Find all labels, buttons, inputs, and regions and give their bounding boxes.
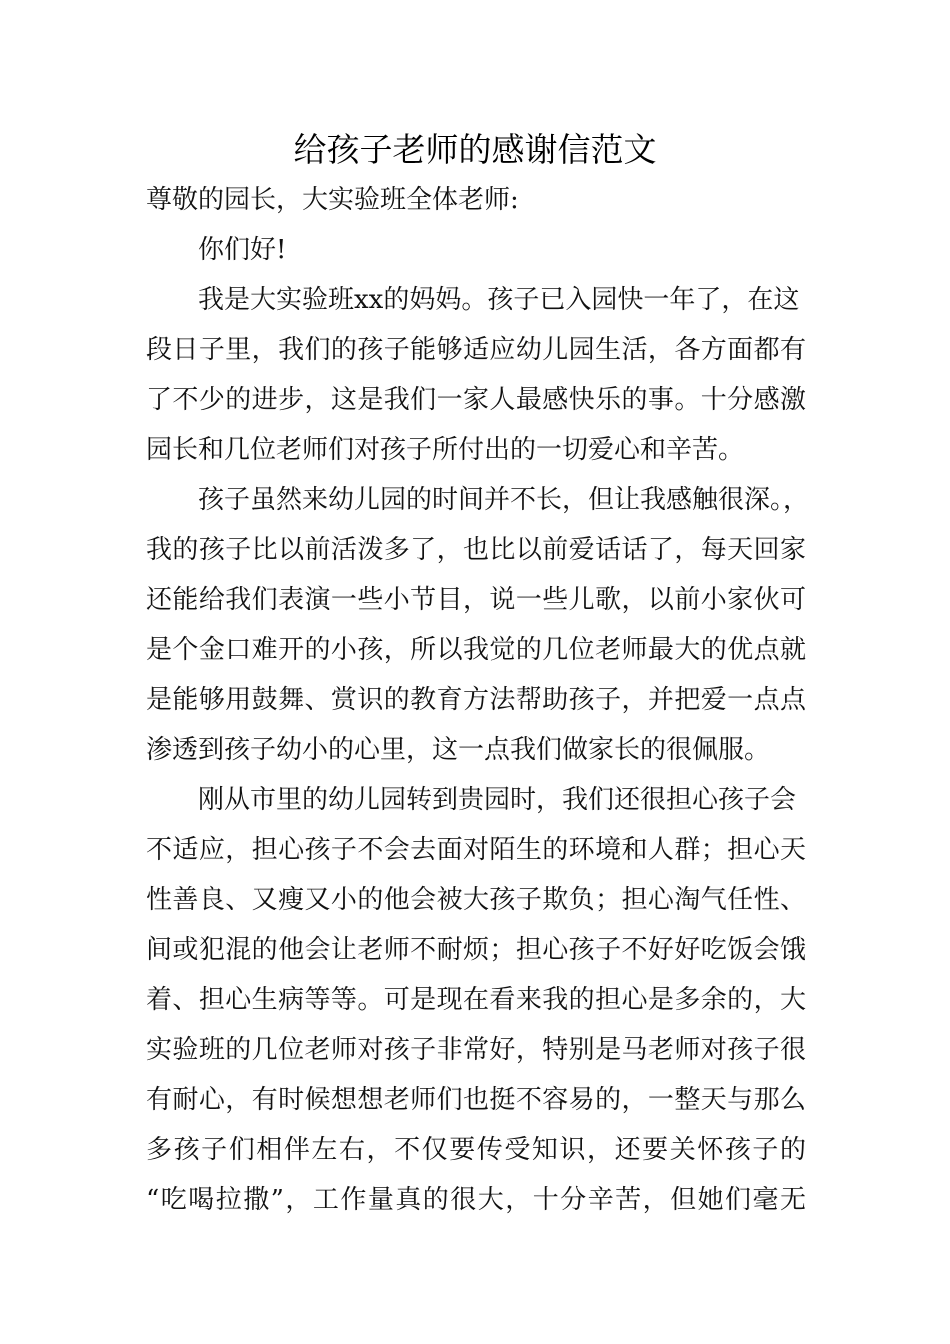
paragraph-line: 我是大实验班xx的妈妈。孩子已入园快一年了，在这 bbox=[198, 285, 800, 315]
paragraph-line: 刚从市里的幼儿园转到贵园时，我们还很担心孩子会 bbox=[198, 785, 797, 815]
paragraph-line: 园长和几位老师们对孩子所付出的一切爱心和辛苦。 bbox=[146, 435, 745, 465]
paragraph-line: 段日子里，我们的孩子能够适应幼儿园生活，各方面都有 bbox=[146, 335, 806, 365]
paragraph-line: 是个金口难开的小孩，所以我觉的几位老师最大的优点就 bbox=[146, 635, 806, 665]
paragraph-line: “吃喝拉撒”，工作量真的很大，十分辛苦，但她们毫无 bbox=[146, 1185, 806, 1215]
paragraph-line: 渗透到孩子幼小的心里，这一点我们做家长的很佩服。 bbox=[146, 735, 771, 765]
paragraph-line: 着、担心生病等等。可是现在看来我的担心是多余的，大 bbox=[146, 985, 806, 1015]
salutation-line: 尊敬的园长，大实验班全体老师: bbox=[146, 185, 519, 215]
paragraph-line: 还能给我们表演一些小节目，说一些儿歌，以前小家伙可 bbox=[146, 585, 806, 615]
paragraph-line: 间或犯混的他会让老师不耐烦；担心孩子不好好吃饭会饿 bbox=[146, 935, 806, 965]
letter-body bbox=[146, 175, 810, 1225]
paragraph-line: 是能够用鼓舞、赏识的教育方法帮助孩子，并把爱一点点 bbox=[146, 685, 806, 715]
paragraph-line: 多孩子们相伴左右，不仅要传受知识，还要关怀孩子的 bbox=[146, 1135, 806, 1165]
document-title: 给孩子老师的感谢信范文 bbox=[293, 130, 657, 169]
paragraph-line: 不适应，担心孩子不会去面对陌生的环境和人群；担心天 bbox=[146, 835, 806, 865]
paragraph-line: 了不少的进步，这是我们一家人最感快乐的事。十分感激 bbox=[146, 385, 806, 415]
paragraph-line: 我的孩子比以前活泼多了，也比以前爱话话了，每天回家 bbox=[146, 535, 806, 565]
greeting-line: 你们好! bbox=[198, 235, 287, 265]
paragraph-line: 孩子虽然来幼儿园的时间并不长，但让我感触很深。， bbox=[198, 485, 810, 515]
paragraph-line: 性善良、又瘦又小的他会被大孩子欺负；担心淘气任性、 bbox=[146, 885, 806, 915]
paragraph-line: 实验班的几位老师对孩子非常好，特别是马老师对孩子很 bbox=[146, 1035, 806, 1065]
paragraph-line: 有耐心，有时候想想老师们也挺不容易的，一整天与那么 bbox=[146, 1085, 806, 1115]
